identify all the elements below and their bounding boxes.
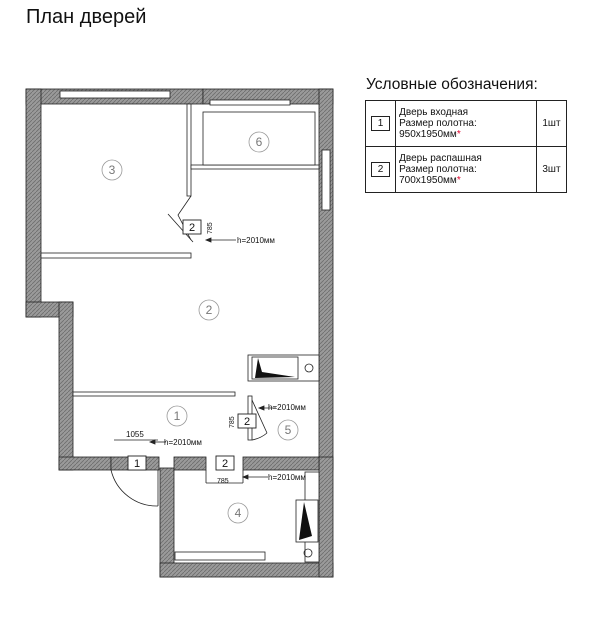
door-tag-bath: 2: [243, 416, 251, 428]
room-label-3: 3: [108, 163, 116, 177]
legend-door-number: 1: [371, 116, 390, 131]
width-label-bedroom: 785: [207, 222, 214, 234]
width-label-entry: 1055: [126, 430, 144, 439]
legend-size-label: Размер полотна:: [399, 118, 477, 129]
door-tag-bedroom: 2: [188, 222, 196, 234]
height-label-wc: h=2010мм: [268, 473, 306, 482]
width-label-bath: 785: [229, 416, 236, 428]
height-label-hall: h=2010мм: [164, 438, 202, 447]
room-label-2: 2: [205, 303, 213, 317]
legend-star: *: [456, 129, 461, 140]
room-label-5: 5: [284, 423, 292, 437]
legend-door-number: 2: [371, 162, 390, 177]
legend-quantity: 1шт: [536, 101, 566, 147]
height-label-bath: h=2010мм: [268, 403, 306, 412]
legend-size-label: Размер полотна:: [399, 164, 477, 175]
legend-quantity: 3шт: [536, 147, 566, 193]
room-label-1: 1: [173, 409, 181, 423]
annotations: [126, 222, 306, 485]
page-title: План дверей: [26, 6, 147, 28]
room-label-6: 6: [255, 135, 263, 149]
legend-size-value: 700x1950мм: [399, 175, 457, 186]
door-tag-entry: 1: [133, 458, 141, 470]
legend-size-value: 950x1950мм: [399, 129, 457, 140]
legend-door-type: Дверь распашная: [399, 153, 482, 164]
legend-star: *: [456, 175, 461, 186]
legend-door-type: Дверь входная: [399, 107, 469, 118]
room-label-4: 4: [234, 506, 242, 520]
legend-heading: Условные обозначения:: [366, 76, 538, 93]
height-label-bedroom: h=2010мм: [237, 236, 275, 245]
interior-walls: [41, 104, 319, 562]
door-tag-wc: 2: [221, 458, 229, 470]
width-label-wc: 785: [217, 478, 229, 485]
